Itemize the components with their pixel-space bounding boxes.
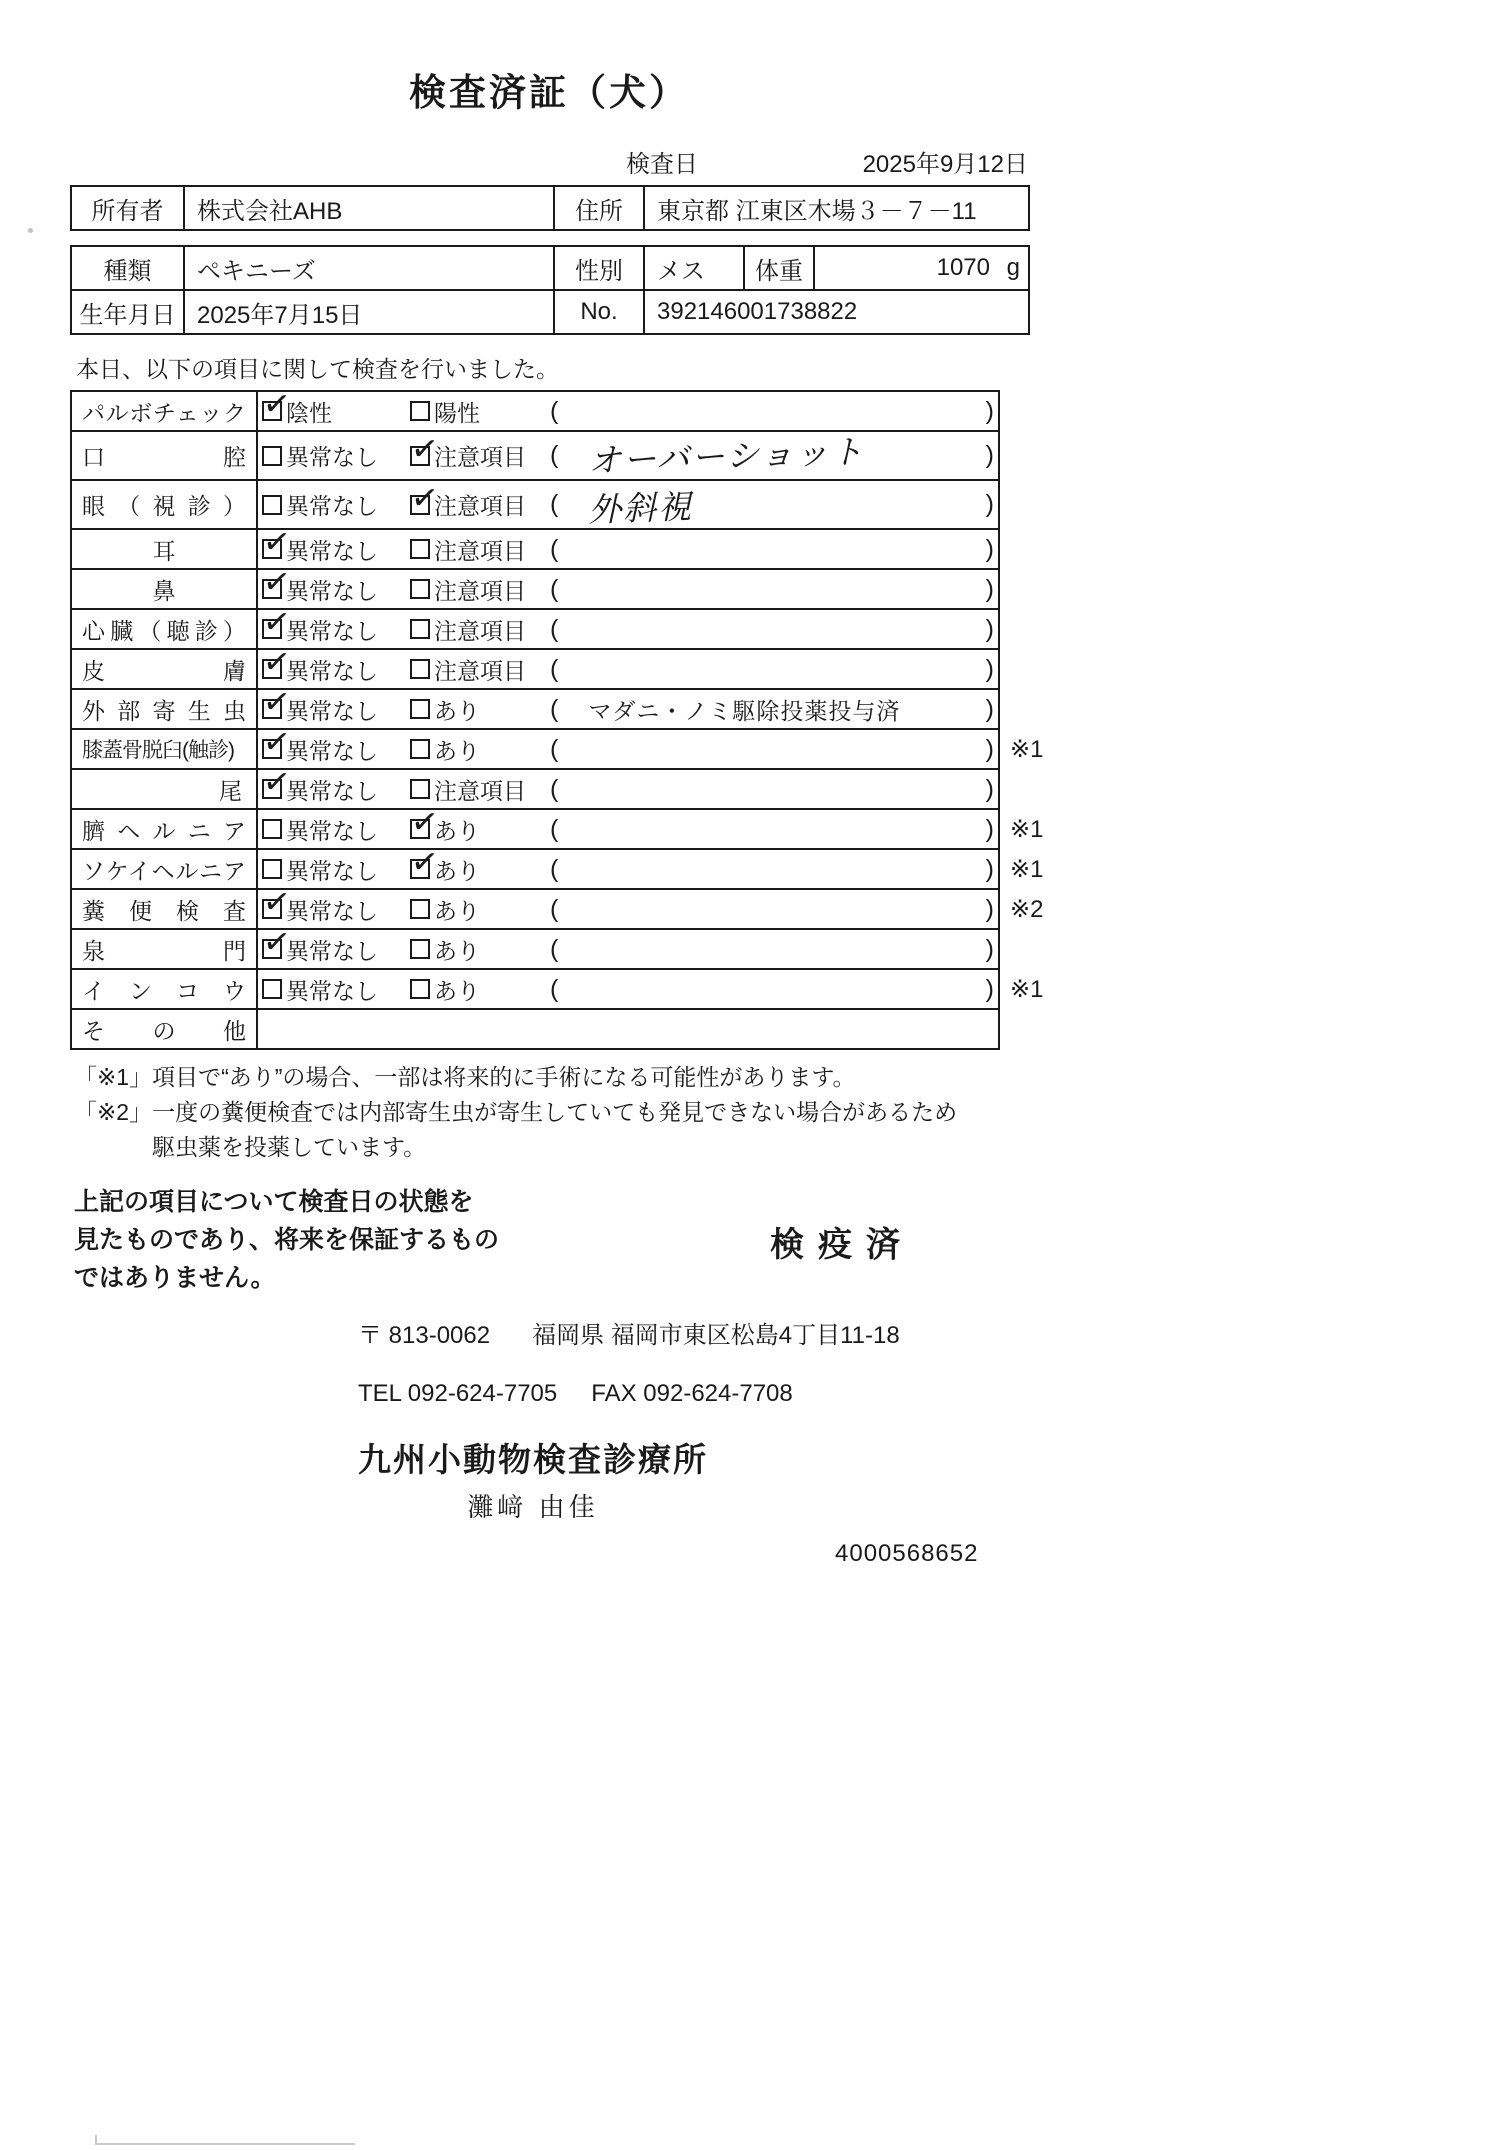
finding-text: オーバーショット	[587, 431, 867, 481]
result-option-1	[260, 881, 410, 926]
inspection-row	[71, 729, 1059, 769]
result-option-1-label: 異常なし	[286, 577, 378, 604]
paren-open: (	[550, 694, 559, 723]
number-label: No.	[554, 290, 644, 334]
paren-open: (	[550, 934, 559, 963]
certificate-document	[70, 0, 1044, 1568]
paren-close: )	[985, 441, 994, 469]
paren-close: )	[985, 396, 994, 425]
item-label: 口腔	[71, 431, 257, 480]
checkbox-icon	[410, 939, 430, 959]
checkbox-icon	[260, 383, 293, 424]
checkbox-icon	[260, 521, 293, 562]
reference-mark: ※2	[1010, 895, 1044, 923]
animal-table	[70, 245, 1030, 335]
checkbox-icon	[262, 859, 282, 879]
result-option-1-label: 異常なし	[286, 444, 378, 470]
disclaimer-line3: ではありません。	[74, 1264, 276, 1292]
paren-close: )	[985, 574, 994, 603]
reference-mark	[999, 569, 1059, 609]
paren-close: )	[985, 490, 994, 518]
breed-label: 種類	[71, 246, 184, 290]
inspection-table	[70, 383, 1060, 1050]
birth-label: 生年月日	[71, 290, 184, 334]
item-result-cell	[257, 721, 999, 769]
footnotes	[70, 1060, 1028, 1165]
checkbox-icon	[260, 881, 293, 922]
paren-close: )	[985, 694, 994, 723]
owner-label: 所有者	[71, 186, 184, 230]
document-title: 検査済証（犬）	[409, 72, 689, 113]
result-option-1	[262, 439, 410, 472]
reference-mark	[999, 480, 1059, 529]
paren-close: )	[985, 934, 994, 963]
clinic-contact-row	[358, 1380, 1028, 1408]
checkbox-icon	[260, 601, 293, 642]
checkbox-icon	[410, 699, 430, 719]
result-option-1	[262, 813, 410, 846]
item-label: 尾	[71, 769, 257, 809]
paren-open: (	[550, 974, 559, 1003]
clinic-postal: 〒 813-0062	[358, 1322, 491, 1349]
result-option-2	[410, 733, 550, 766]
number-value: 392146001738822	[644, 290, 1029, 334]
result-option-2	[408, 427, 550, 472]
paren-open: (	[550, 574, 559, 603]
clinic-tel: TEL 092-624-7705	[358, 1380, 558, 1407]
item-result-cell	[257, 427, 999, 481]
inspection-row	[71, 849, 1059, 889]
checkbox-icon	[262, 979, 282, 999]
item-label: 心臓（聴診）	[71, 609, 257, 649]
checkbox-icon	[410, 979, 430, 999]
scan-artifact-line	[95, 2143, 355, 2145]
result-option-2-label: あり	[434, 897, 480, 924]
item-result-cell	[257, 921, 999, 969]
reference-mark	[999, 769, 1059, 809]
inspection-row	[71, 569, 1059, 609]
result-option-2	[408, 841, 550, 886]
item-label: 鼻	[71, 569, 257, 609]
reference-mark	[999, 929, 1059, 969]
birth-row	[71, 290, 1029, 334]
paren-open: (	[550, 894, 559, 923]
item-label: 眼（視診）	[71, 480, 257, 529]
clinic-block	[358, 1434, 708, 1524]
checkbox-icon	[260, 921, 293, 962]
result-option-2-label: 陽性	[434, 399, 480, 426]
inspection-row	[71, 809, 1059, 849]
result-option-2	[410, 893, 550, 926]
item-label: 外部寄生虫	[71, 689, 257, 729]
result-option-2-label: 注意項目	[434, 617, 526, 644]
result-option-1-label: 異常なし	[286, 897, 378, 924]
result-option-1	[260, 641, 410, 686]
item-result-cell	[257, 881, 999, 929]
item-label: 臍ヘルニア	[71, 809, 257, 849]
weight-unit: g	[1006, 254, 1020, 281]
breed-value: ペキニーズ	[184, 246, 554, 290]
check-mark-icon: ✓	[260, 681, 293, 722]
result-option-1-label: 異常なし	[286, 493, 378, 519]
result-option-2-label: 注意項目	[434, 577, 526, 604]
item-label: その他	[71, 1009, 257, 1049]
check-mark-icon: ✓	[260, 641, 293, 682]
result-option-2-label: あり	[434, 857, 480, 884]
item-result-cell	[257, 521, 999, 569]
result-option-2	[410, 693, 550, 726]
check-mark-icon: ✓	[408, 476, 441, 518]
item-label: 皮膚	[71, 649, 257, 689]
item-label: ソケイヘルニア	[71, 849, 257, 889]
breed-row	[71, 246, 1029, 290]
reference-mark	[999, 649, 1059, 689]
owner-value: 株式会社AHB	[184, 186, 554, 230]
checkbox-icon	[410, 539, 430, 559]
intro-statement: 本日、以下の項目に関して検査を行いました。	[76, 356, 559, 382]
paren-open: (	[550, 654, 559, 683]
result-option-1	[262, 488, 410, 521]
weight-label: 体重	[744, 246, 814, 290]
table-gap	[70, 231, 1028, 245]
item-label: 膝蓋骨脱臼(触診)	[71, 729, 257, 769]
result-option-2-label: 注意項目	[434, 537, 526, 564]
item-result-cell	[257, 601, 999, 649]
result-option-2	[410, 973, 550, 1006]
checkbox-icon	[260, 721, 293, 762]
birth-value: 2025年7月15日	[184, 290, 554, 334]
disclaimer-section	[70, 1183, 1028, 1297]
inspection-row	[71, 969, 1059, 1009]
result-option-1	[262, 973, 410, 1006]
checkbox-icon	[260, 561, 293, 602]
paren-close: )	[985, 654, 994, 683]
result-option-2	[410, 933, 550, 966]
item-label: 糞便検査	[71, 889, 257, 929]
reference-mark	[999, 609, 1059, 649]
clinic-address-row	[358, 1315, 1028, 1350]
reference-mark: ※1	[1010, 815, 1044, 843]
finding-text: マダニ・ノミ駆除投薬投与済	[588, 697, 901, 724]
checkbox-icon	[260, 681, 293, 722]
result-option-2	[408, 476, 550, 521]
result-option-1	[260, 681, 410, 726]
paren-close: )	[985, 534, 994, 563]
item-result-cell	[257, 561, 999, 609]
result-option-1-label: 異常なし	[286, 617, 378, 644]
inspection-date-value: 2025年9月12日	[862, 151, 1028, 178]
result-option-2-label: 注意項目	[434, 493, 526, 519]
result-option-2-label: あり	[434, 817, 480, 844]
result-option-2-label: 注意項目	[434, 657, 526, 684]
owner-table	[70, 185, 1030, 231]
result-option-1-label: 異常なし	[286, 857, 378, 884]
result-option-2-label: あり	[434, 977, 480, 1004]
inspection-row	[71, 1009, 1059, 1049]
result-option-2	[410, 395, 550, 428]
checkbox-icon	[408, 841, 441, 882]
result-option-1-label: 異常なし	[286, 817, 378, 844]
result-option-1-label: 異常なし	[286, 937, 378, 964]
paren-open: (	[550, 774, 559, 803]
finding-text: 外斜視	[587, 486, 695, 530]
result-option-1-label: 異常なし	[286, 777, 378, 804]
result-option-2	[410, 613, 550, 646]
inspection-row	[71, 929, 1059, 969]
result-option-2	[408, 801, 550, 846]
result-option-2-label: あり	[434, 697, 480, 724]
checkbox-icon	[410, 579, 430, 599]
item-label: パルボチェック	[71, 391, 257, 431]
result-option-2-label: 注意項目	[434, 777, 526, 804]
check-mark-icon: ✓	[260, 521, 293, 562]
quarantine-stamp: 検疫済	[770, 1226, 914, 1264]
paren-open: (	[550, 441, 559, 469]
inspection-row	[71, 649, 1059, 689]
reference-mark: ※1	[1010, 975, 1044, 1003]
inspection-row	[71, 609, 1059, 649]
address-value: 東京都 江東区木場３－７－11	[644, 186, 1029, 230]
checkbox-icon	[410, 659, 430, 679]
result-option-2-label: 注意項目	[434, 444, 526, 470]
result-option-2	[410, 773, 550, 806]
item-result-cell	[257, 841, 999, 889]
checkbox-icon	[260, 641, 293, 682]
item-result-cell	[257, 681, 999, 729]
check-mark-icon: ✓	[408, 801, 441, 842]
owner-row	[71, 186, 1029, 230]
paren-close: )	[985, 734, 994, 763]
checkbox-icon	[260, 761, 293, 802]
sex-value: メス	[644, 246, 744, 290]
checkbox-icon	[262, 495, 282, 515]
checkbox-icon	[408, 801, 441, 842]
item-label: インコウ	[71, 969, 257, 1009]
result-option-1-label: 異常なし	[286, 657, 378, 684]
clinic-address: 福岡県 福岡市東区松島4丁目11-18	[532, 1322, 900, 1349]
inspection-date-row	[70, 144, 1028, 179]
item-result-cell	[257, 1009, 999, 1049]
paren-open: (	[550, 396, 559, 425]
result-option-1	[262, 853, 410, 886]
checkbox-icon	[410, 401, 430, 421]
paren-open: (	[550, 490, 559, 518]
reference-mark	[999, 431, 1059, 480]
reference-mark: ※1	[1010, 735, 1044, 763]
disclaimer-line2: 見たものであり、将来を保証するもの	[74, 1226, 500, 1254]
paren-open: (	[550, 734, 559, 763]
result-option-2	[410, 653, 550, 686]
result-option-1	[260, 921, 410, 966]
check-mark-icon: ✓	[260, 881, 293, 922]
paren-close: )	[985, 974, 994, 1003]
result-option-1-label: 異常なし	[286, 537, 378, 564]
item-result-cell	[257, 761, 999, 809]
result-option-2	[410, 573, 550, 606]
sex-label: 性別	[554, 246, 644, 290]
checkbox-icon	[410, 739, 430, 759]
result-option-2-label: あり	[434, 937, 480, 964]
paren-open: (	[550, 614, 559, 643]
clinic-name: 九州小動物検査診療所	[358, 1441, 708, 1478]
checkbox-icon	[262, 819, 282, 839]
reference-mark	[999, 1009, 1059, 1049]
result-option-1-label: 異常なし	[286, 977, 378, 1004]
paren-open: (	[550, 814, 559, 843]
item-label: 耳	[71, 529, 257, 569]
check-mark-icon: ✓	[260, 761, 293, 802]
reference-mark	[999, 391, 1059, 431]
check-mark-icon: ✓	[260, 721, 293, 762]
paren-close: )	[985, 814, 994, 843]
weight-value: 1070	[936, 254, 990, 281]
check-mark-icon: ✓	[260, 601, 293, 642]
reference-mark	[999, 689, 1059, 729]
item-result-cell	[257, 641, 999, 689]
check-mark-icon: ✓	[260, 921, 293, 962]
check-mark-icon: ✓	[408, 841, 441, 882]
result-option-1-label: 異常なし	[286, 697, 378, 724]
inspection-row	[71, 529, 1059, 569]
footnote-1: 「※1」項目で“あり”の場合、一部は将来的に手術になる可能性があります。	[74, 1064, 856, 1090]
result-option-2	[410, 533, 550, 566]
checkbox-icon	[410, 779, 430, 799]
result-option-1	[260, 521, 410, 566]
checkbox-icon	[408, 476, 441, 518]
inspection-row	[71, 480, 1059, 529]
result-option-1	[260, 561, 410, 606]
checkbox-icon	[410, 899, 430, 919]
reference-mark: ※1	[1010, 855, 1044, 883]
checkbox-icon	[410, 619, 430, 639]
item-result-cell	[257, 969, 999, 1009]
checkbox-icon	[262, 446, 282, 466]
result-option-1	[260, 383, 410, 428]
inspection-row	[71, 889, 1059, 929]
paren-close: )	[985, 854, 994, 883]
paren-open: (	[550, 534, 559, 563]
paren-close: )	[985, 894, 994, 923]
scan-artifact-dot	[28, 228, 33, 233]
footnote-2-line1: 「※2」一度の糞便検査では内部寄生虫が寄生していても発見できない場合があるため	[74, 1099, 958, 1125]
result-option-1-label: 異常なし	[286, 737, 378, 764]
clinic-person: 灘﨑 由佳	[467, 1492, 599, 1522]
result-option-1	[260, 721, 410, 766]
paren-close: )	[985, 774, 994, 803]
item-result-cell	[257, 476, 999, 530]
result-option-2-label: あり	[434, 737, 480, 764]
inspection-row	[71, 689, 1059, 729]
paren-open: (	[550, 854, 559, 883]
disclaimer-line1: 上記の項目について検査日の状態を	[74, 1188, 474, 1216]
checkbox-icon	[408, 427, 441, 469]
result-option-1	[260, 601, 410, 646]
clinic-fax: FAX 092-624-7708	[591, 1380, 793, 1407]
result-option-1-label: 陰性	[286, 399, 332, 426]
scan-artifact-tick	[95, 2135, 97, 2145]
check-mark-icon: ✓	[260, 561, 293, 602]
check-mark-icon: ✓	[408, 427, 441, 469]
paren-close: )	[985, 614, 994, 643]
inspection-date-label: 検査日	[626, 151, 698, 178]
item-result-cell	[257, 801, 999, 849]
reference-mark	[999, 529, 1059, 569]
document-code: 4000568652	[835, 1540, 979, 1567]
inspection-row	[71, 769, 1059, 809]
weight-value-cell	[814, 246, 1029, 290]
result-option-1	[260, 761, 410, 806]
address-label: 住所	[554, 186, 644, 230]
item-label: 泉門	[71, 929, 257, 969]
check-mark-icon: ✓	[260, 383, 293, 424]
footnote-2-line2: 駆虫薬を投薬しています。	[152, 1134, 427, 1160]
